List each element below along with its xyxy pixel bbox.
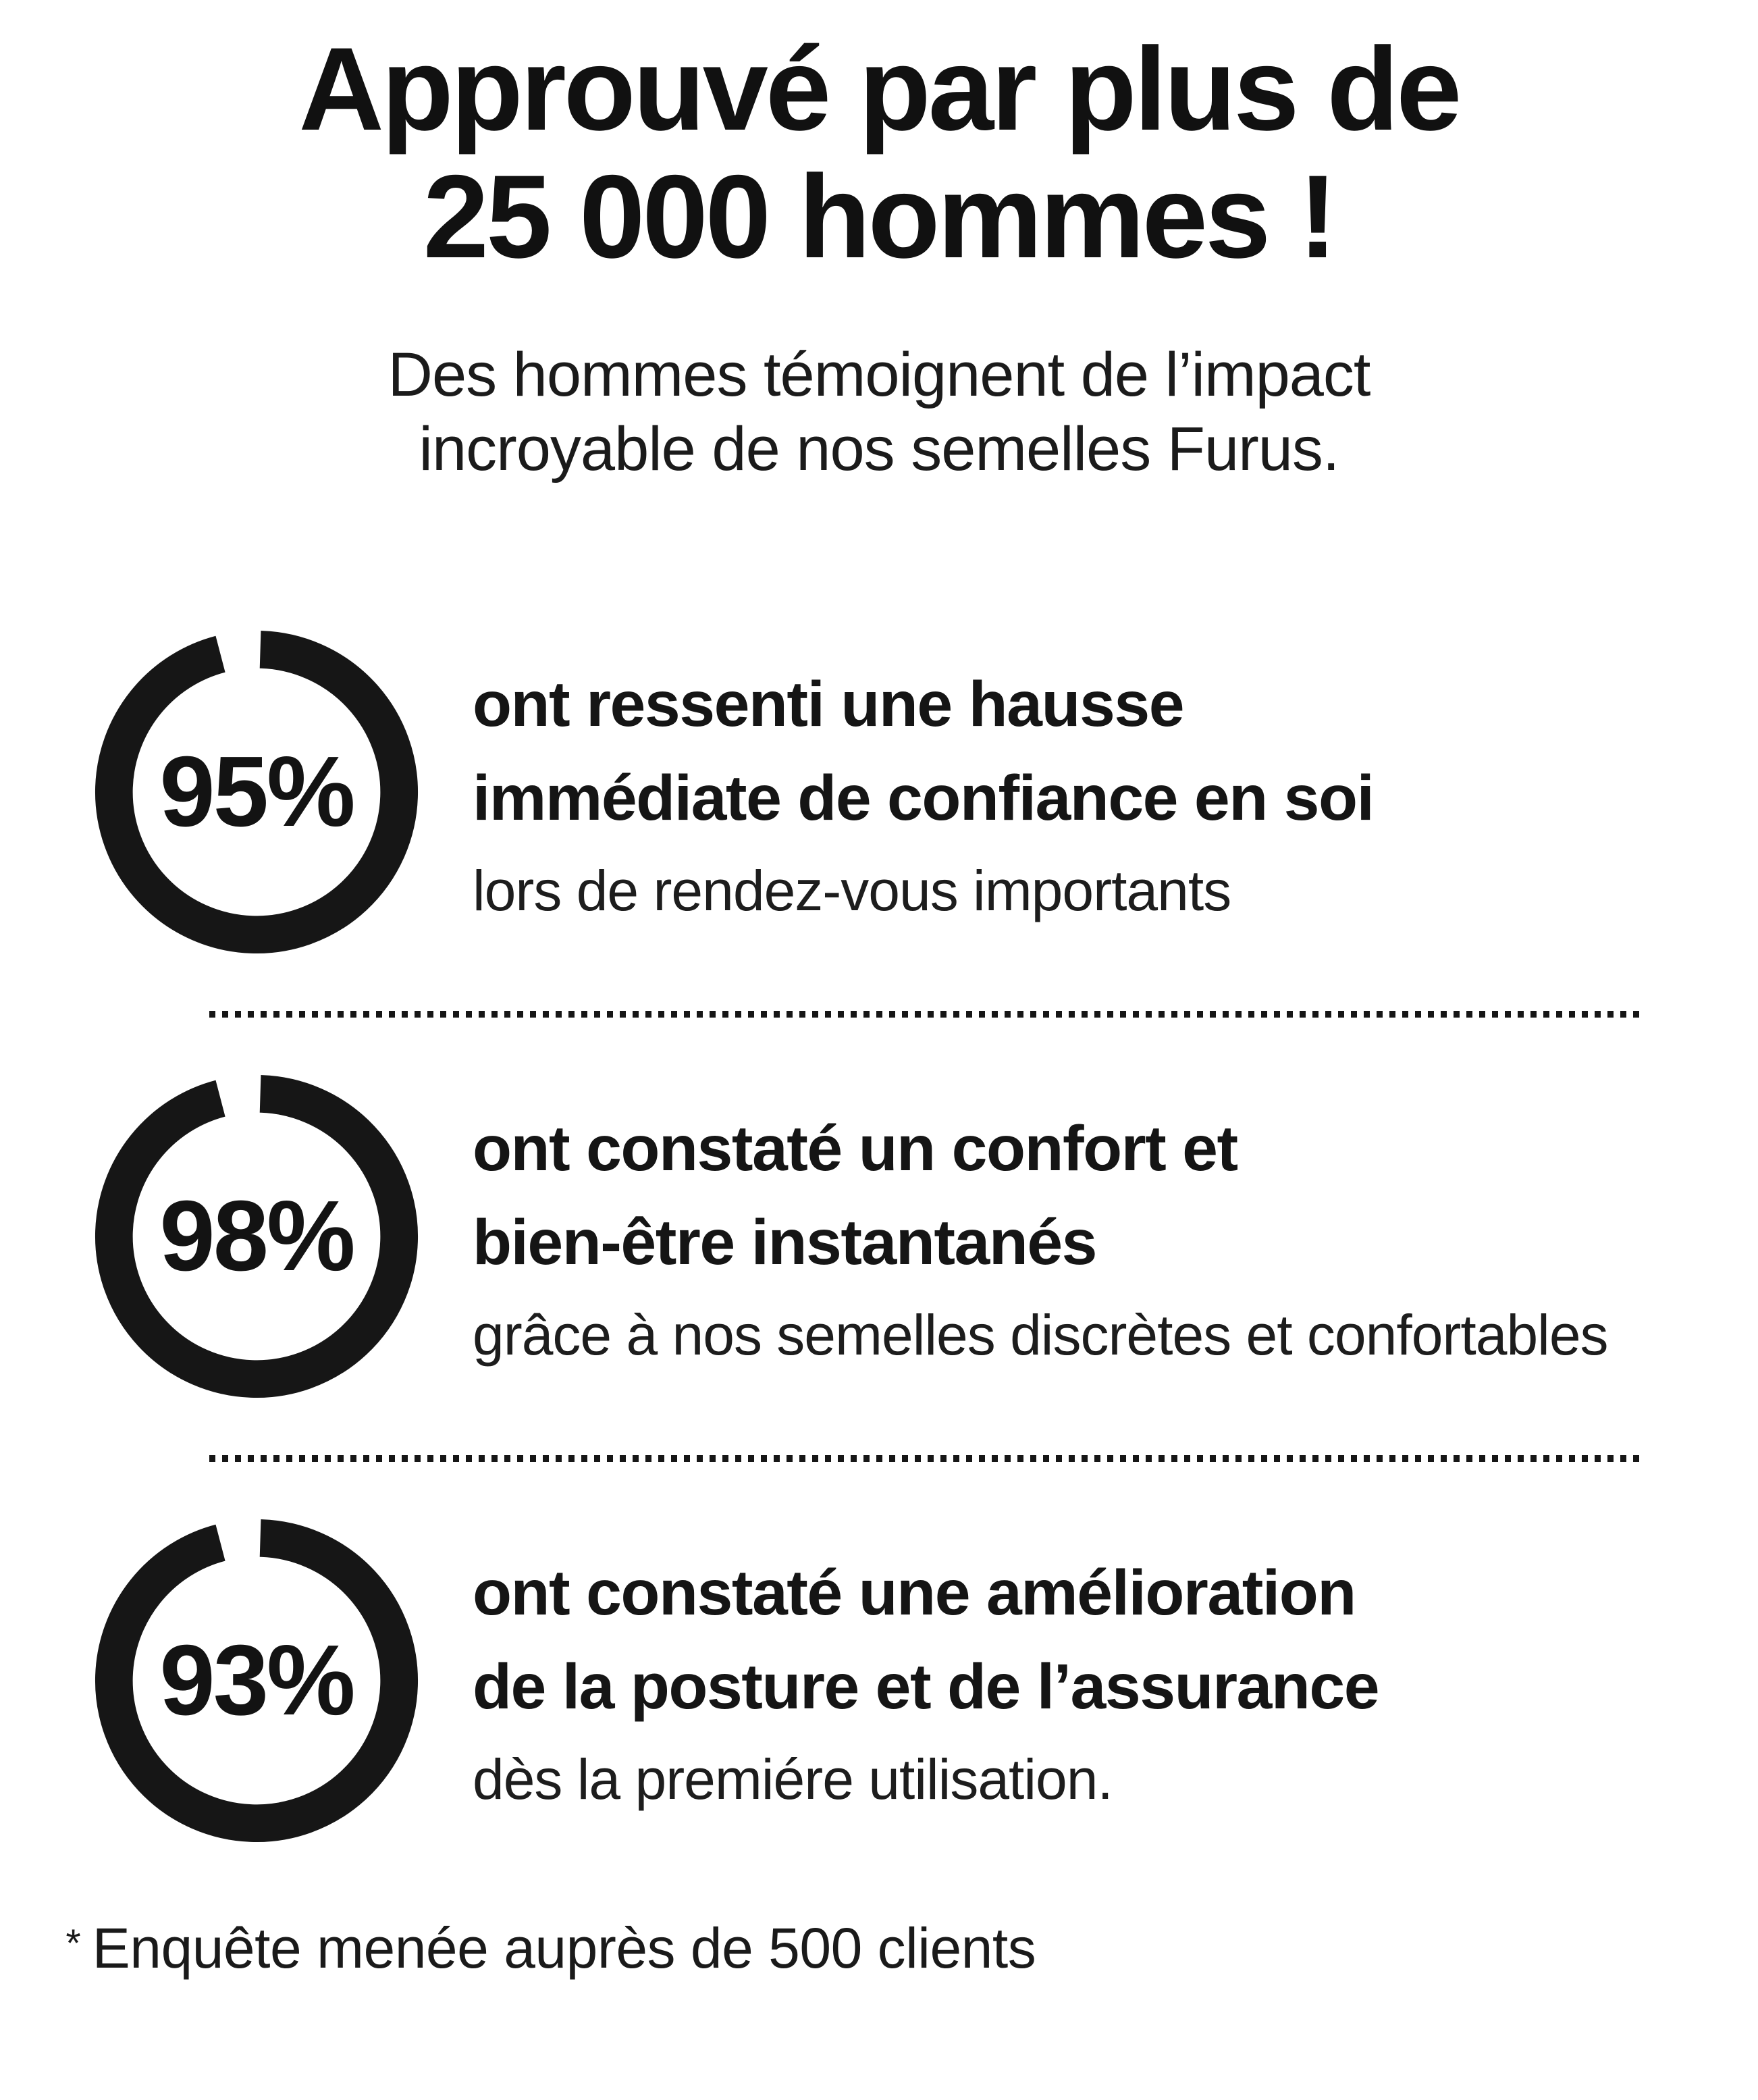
page-title <box>0 26 1758 281</box>
subtitle-line-1: Des hommes témoignent de l’impact <box>388 340 1370 409</box>
percent-ring <box>95 1519 419 1843</box>
title-line-1: Approuvé par plus de <box>298 24 1460 155</box>
stat-text <box>473 1102 1608 1371</box>
footnote-text: Enquête menée auprès de 500 clients <box>92 1916 1036 1980</box>
stat-headline <box>473 658 1373 846</box>
stat-headline <box>473 1102 1608 1290</box>
headline-line-1: ont ressenti une hausse <box>473 668 1184 740</box>
headline-line-2: immédiate de confiance en soi <box>473 762 1374 835</box>
stat-text <box>473 658 1373 926</box>
page-subtitle <box>0 338 1758 487</box>
stat-detail: grâce à nos semelles discrètes et confortables <box>473 1303 1608 1367</box>
headline-line-1: ont constaté une amélioration <box>473 1556 1356 1629</box>
footnote-asterisk: * <box>64 1921 79 1965</box>
percent-label: 95% <box>159 735 354 847</box>
percent-label: 98% <box>159 1180 354 1292</box>
stat-detail: dès la premiére utilisation. <box>473 1747 1113 1811</box>
subtitle-line-2: incroyable de nos semelles Furus. <box>419 415 1339 484</box>
headline-line-1: ont constaté un confort et <box>473 1112 1237 1184</box>
stat-detail: lors de rendez-vous importants <box>473 858 1231 922</box>
stat-headline <box>473 1546 1379 1735</box>
percent-ring <box>95 1074 419 1398</box>
dotted-divider <box>209 1455 1639 1462</box>
survey-footnote <box>64 1916 1758 1981</box>
percent-label: 93% <box>159 1624 354 1736</box>
stat-row <box>0 1074 1758 1398</box>
stat-row <box>0 630 1758 954</box>
stats-list <box>0 630 1758 1843</box>
headline-line-2: bien-être instantanés <box>473 1207 1097 1279</box>
percent-ring <box>95 630 419 954</box>
stat-row <box>0 1519 1758 1843</box>
testimonial-stats-section <box>0 26 1758 1981</box>
title-line-2: 25 000 hommes ! <box>423 151 1335 283</box>
stat-text <box>473 1546 1379 1815</box>
dotted-divider <box>209 1011 1639 1018</box>
headline-line-2: de la posture et de l’assurance <box>473 1651 1379 1723</box>
